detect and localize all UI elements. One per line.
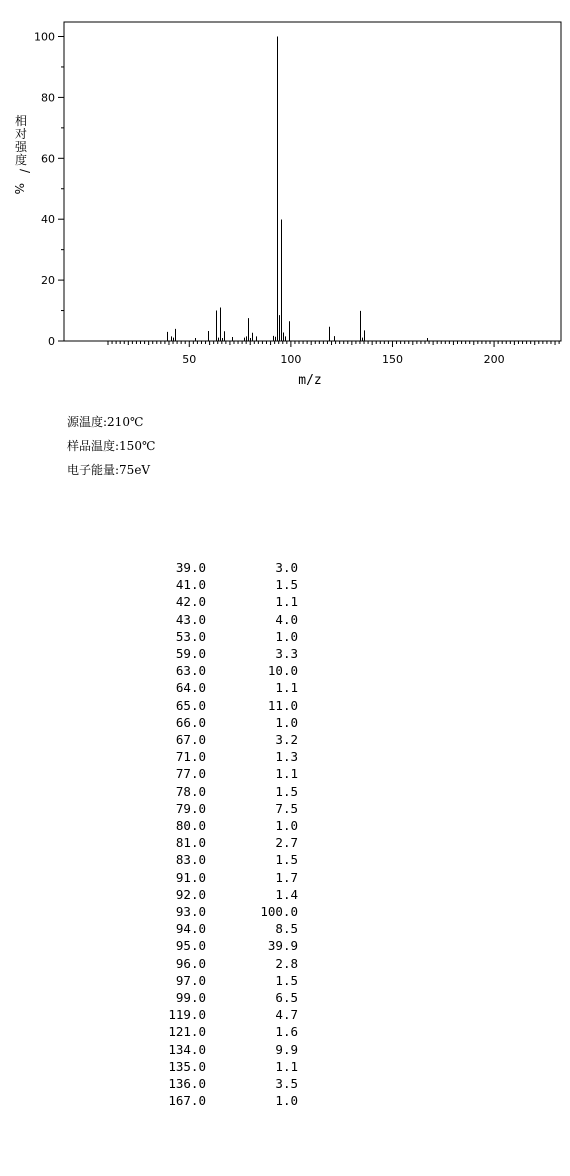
y-axis-label-char: % — [12, 183, 26, 195]
table-row — [150, 645, 298, 662]
y-axis-label-char: / — [18, 169, 32, 174]
mz-value: 95.0 — [175, 938, 206, 954]
table-row — [150, 1092, 298, 1109]
mz-value: 136.0 — [168, 1076, 206, 1092]
y-tick-label: 80 — [41, 91, 55, 105]
intensity-value: 1.5 — [275, 972, 298, 988]
intensity-value: 1.6 — [275, 1024, 298, 1040]
mz-value: 99.0 — [175, 990, 206, 1006]
acquisition-conditions — [67, 410, 155, 482]
table-row — [150, 800, 298, 817]
sample-temperature: 样品温度:150℃ — [67, 439, 156, 453]
mz-value: 93.0 — [175, 904, 206, 920]
intensity-value: 1.1 — [275, 680, 298, 696]
mz-value: 67.0 — [175, 732, 206, 748]
table-row — [150, 903, 298, 920]
intensity-value: 1.0 — [275, 628, 298, 644]
table-row — [150, 748, 298, 765]
mz-value: 53.0 — [175, 628, 206, 644]
y-axis-label-char: 相 — [14, 114, 28, 128]
table-row — [150, 1006, 298, 1023]
table-row — [150, 1058, 298, 1075]
intensity-value: 11.0 — [267, 697, 298, 713]
intensity-value: 7.5 — [275, 800, 298, 816]
x-axis — [108, 341, 570, 366]
mz-value: 65.0 — [175, 697, 206, 713]
mz-value: 43.0 — [175, 611, 206, 627]
mz-value: 119.0 — [168, 1007, 206, 1023]
intensity-value: 2.7 — [275, 835, 298, 851]
intensity-value: 1.7 — [275, 869, 298, 885]
y-axis-label-char: 度 — [14, 153, 28, 167]
table-row — [150, 869, 298, 886]
mz-value: 134.0 — [168, 1041, 206, 1057]
mz-value: 96.0 — [175, 955, 206, 971]
mz-value: 92.0 — [175, 886, 206, 902]
table-row — [150, 920, 298, 937]
intensity-value: 3.0 — [275, 560, 298, 575]
mz-value: 66.0 — [175, 714, 206, 730]
mz-value: 71.0 — [175, 749, 206, 765]
table-row — [150, 817, 298, 834]
intensity-value: 3.2 — [275, 732, 298, 748]
intensity-value: 1.3 — [275, 749, 298, 765]
y-tick-label: 40 — [41, 213, 55, 227]
table-row — [150, 714, 298, 731]
table-row — [150, 611, 298, 628]
intensity-value: 3.5 — [275, 1076, 298, 1092]
table-row — [150, 662, 298, 679]
x-tick-label: 50 — [182, 353, 197, 366]
intensity-value: 9.9 — [275, 1041, 298, 1057]
electron-energy: 电子能量:75eV — [67, 463, 151, 477]
intensity-value: 3.3 — [275, 646, 298, 662]
source-temperature: 源温度:210℃ — [67, 415, 144, 429]
x-axis-label: m/z — [298, 373, 322, 388]
mz-value: 41.0 — [175, 577, 206, 593]
intensity-value: 1.0 — [275, 818, 298, 834]
intensity-value: 6.5 — [275, 990, 298, 1006]
table-row — [150, 972, 298, 989]
y-tick-label: 100 — [34, 30, 55, 44]
table-row — [150, 886, 298, 903]
mz-value: 79.0 — [175, 800, 206, 816]
y-axis-label-char: 强 — [14, 140, 28, 154]
mz-value: 59.0 — [175, 646, 206, 662]
intensity-value: 1.0 — [275, 1093, 298, 1109]
table-row — [150, 955, 298, 972]
mz-value: 83.0 — [175, 852, 206, 868]
y-axis-label-char: 对 — [14, 127, 28, 141]
intensity-value: 100.0 — [260, 904, 298, 920]
table-row — [150, 765, 298, 782]
table-row — [150, 1041, 298, 1058]
mz-value: 81.0 — [175, 835, 206, 851]
table-row — [150, 937, 298, 954]
x-tick-label: 100 — [280, 353, 302, 366]
plot-frame — [64, 22, 561, 341]
mz-value: 63.0 — [175, 663, 206, 679]
intensity-value: 39.9 — [267, 938, 298, 954]
table-row — [150, 1023, 298, 1040]
mz-value: 80.0 — [175, 818, 206, 834]
table-row — [150, 989, 298, 1006]
y-axis — [34, 31, 64, 349]
y-axis-label — [12, 113, 32, 194]
y-tick-label: 60 — [41, 152, 55, 166]
mz-value: 135.0 — [168, 1058, 206, 1074]
table-row — [150, 559, 298, 576]
mz-value: 64.0 — [175, 680, 206, 696]
intensity-value: 1.0 — [275, 714, 298, 730]
table-row — [150, 731, 298, 748]
intensity-value: 10.0 — [267, 663, 298, 679]
table-row — [150, 834, 298, 851]
intensity-value: 4.0 — [275, 611, 298, 627]
table-row — [150, 593, 298, 610]
y-tick-label: 20 — [41, 274, 55, 288]
peak-table — [150, 559, 298, 1110]
mz-value: 94.0 — [175, 921, 206, 937]
intensity-value: 1.1 — [275, 1058, 298, 1074]
mass-spectrum-chart — [0, 0, 570, 400]
intensity-value: 1.1 — [275, 766, 298, 782]
intensity-value: 2.8 — [275, 955, 298, 971]
y-tick-label: 0 — [48, 335, 55, 348]
table-row — [150, 851, 298, 868]
mz-value: 91.0 — [175, 869, 206, 885]
spectrum-bars — [168, 37, 428, 342]
table-row — [150, 628, 298, 645]
table-row — [150, 679, 298, 696]
table-row — [150, 697, 298, 714]
intensity-value: 1.4 — [275, 886, 298, 902]
mz-value: 78.0 — [175, 783, 206, 799]
intensity-value: 1.5 — [275, 577, 298, 593]
mz-value: 167.0 — [168, 1093, 206, 1109]
x-tick-label: 200 — [483, 353, 505, 366]
mz-value: 121.0 — [168, 1024, 206, 1040]
intensity-value: 8.5 — [275, 921, 298, 937]
intensity-value: 4.7 — [275, 1007, 298, 1023]
intensity-value: 1.5 — [275, 852, 298, 868]
mz-value: 77.0 — [175, 766, 206, 782]
table-row — [150, 1075, 298, 1092]
intensity-value: 1.1 — [275, 594, 298, 610]
x-tick-label: 150 — [381, 353, 403, 366]
mz-value: 97.0 — [175, 972, 206, 988]
table-row — [150, 576, 298, 593]
mz-value: 39.0 — [175, 560, 206, 575]
intensity-value: 1.5 — [275, 783, 298, 799]
mz-value: 42.0 — [175, 594, 206, 610]
table-row — [150, 783, 298, 800]
